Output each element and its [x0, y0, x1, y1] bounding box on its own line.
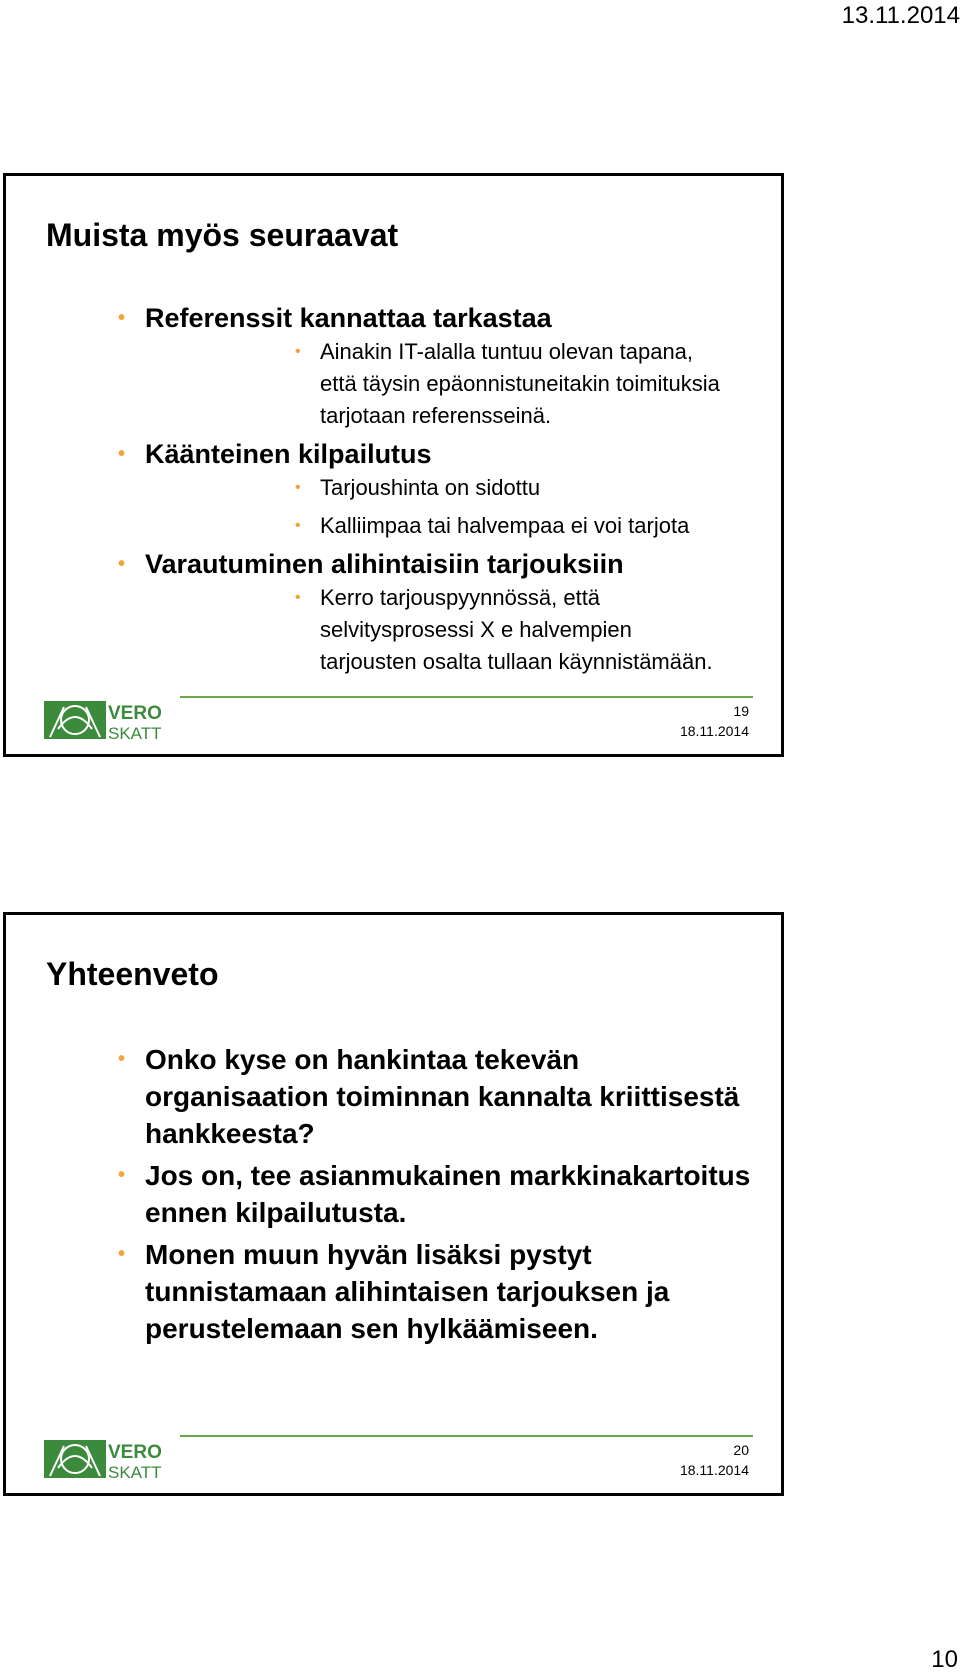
sub-bullet-list	[145, 582, 761, 678]
logo-text-bottom: SKATT	[108, 724, 162, 742]
bullet-item	[6, 548, 781, 678]
logo-text-top: VERO	[108, 703, 162, 724]
logo-text-top: VERO	[108, 1442, 162, 1463]
sub-bullet-item: • Kerro tarjouspyynnössä, että selvitysprosessi X e halvempien tarjousten osalta tullaan käynnistämään.	[145, 582, 761, 678]
slide-title: Muista myös seuraavat	[46, 217, 399, 253]
footer-divider	[180, 1435, 753, 1437]
vero-skatt-logo	[44, 1438, 170, 1481]
sub-bullet-list	[145, 472, 761, 542]
sub-bullet-item: • Tarjoushinta on sidottu	[145, 472, 761, 504]
bullet-item: • Monen muun hyvän lisäksi pystyt tunnistamaan alihintaisen tarjouksen ja perustelemaan sen hylkäämiseen.	[6, 1236, 781, 1347]
bullet-list	[6, 1041, 781, 1352]
bullet-item	[6, 302, 781, 432]
slide-date: 18.11.2014	[679, 1462, 749, 1478]
sub-bullet-list	[145, 336, 761, 432]
bullet-item: • Onko kyse on hankintaa tekevän organisaation toiminnan kannalta kriittisestä hankkeesta?	[6, 1041, 781, 1152]
slide-date: 18.11.2014	[679, 723, 749, 739]
bullet-item: • Jos on, tee asianmukainen markkinakartoitus ennen kilpailutusta.	[6, 1157, 781, 1231]
bullet-text: Käänteinen kilpailutus	[145, 439, 432, 469]
bullet-text: Referenssit kannattaa tarkastaa	[145, 303, 552, 333]
bullet-list	[6, 302, 781, 684]
slide-number: 20	[733, 1442, 749, 1458]
logo-text-bottom: SKATT	[108, 1463, 162, 1481]
bullet-text: Varautuminen alihintaisiin tarjouksiin	[145, 549, 624, 579]
footer-divider	[180, 696, 753, 698]
slide-number: 19	[733, 703, 749, 719]
sub-bullet-item: • Ainakin IT-alalla tuntuu olevan tapana, että täysin epäonnistuneitakin toimituksia tarjotaan referensseinä.	[145, 336, 761, 432]
slide-20	[3, 912, 784, 1496]
slide-19	[3, 173, 784, 757]
bullet-item	[6, 438, 781, 542]
page-number: 10	[931, 1646, 958, 1673]
slide-title: Yhteenveto	[46, 956, 219, 992]
page-date: 13.11.2014	[841, 2, 960, 29]
vero-skatt-logo	[44, 699, 170, 742]
sub-bullet-item: • Kalliimpaa tai halvempaa ei voi tarjota	[145, 510, 761, 542]
